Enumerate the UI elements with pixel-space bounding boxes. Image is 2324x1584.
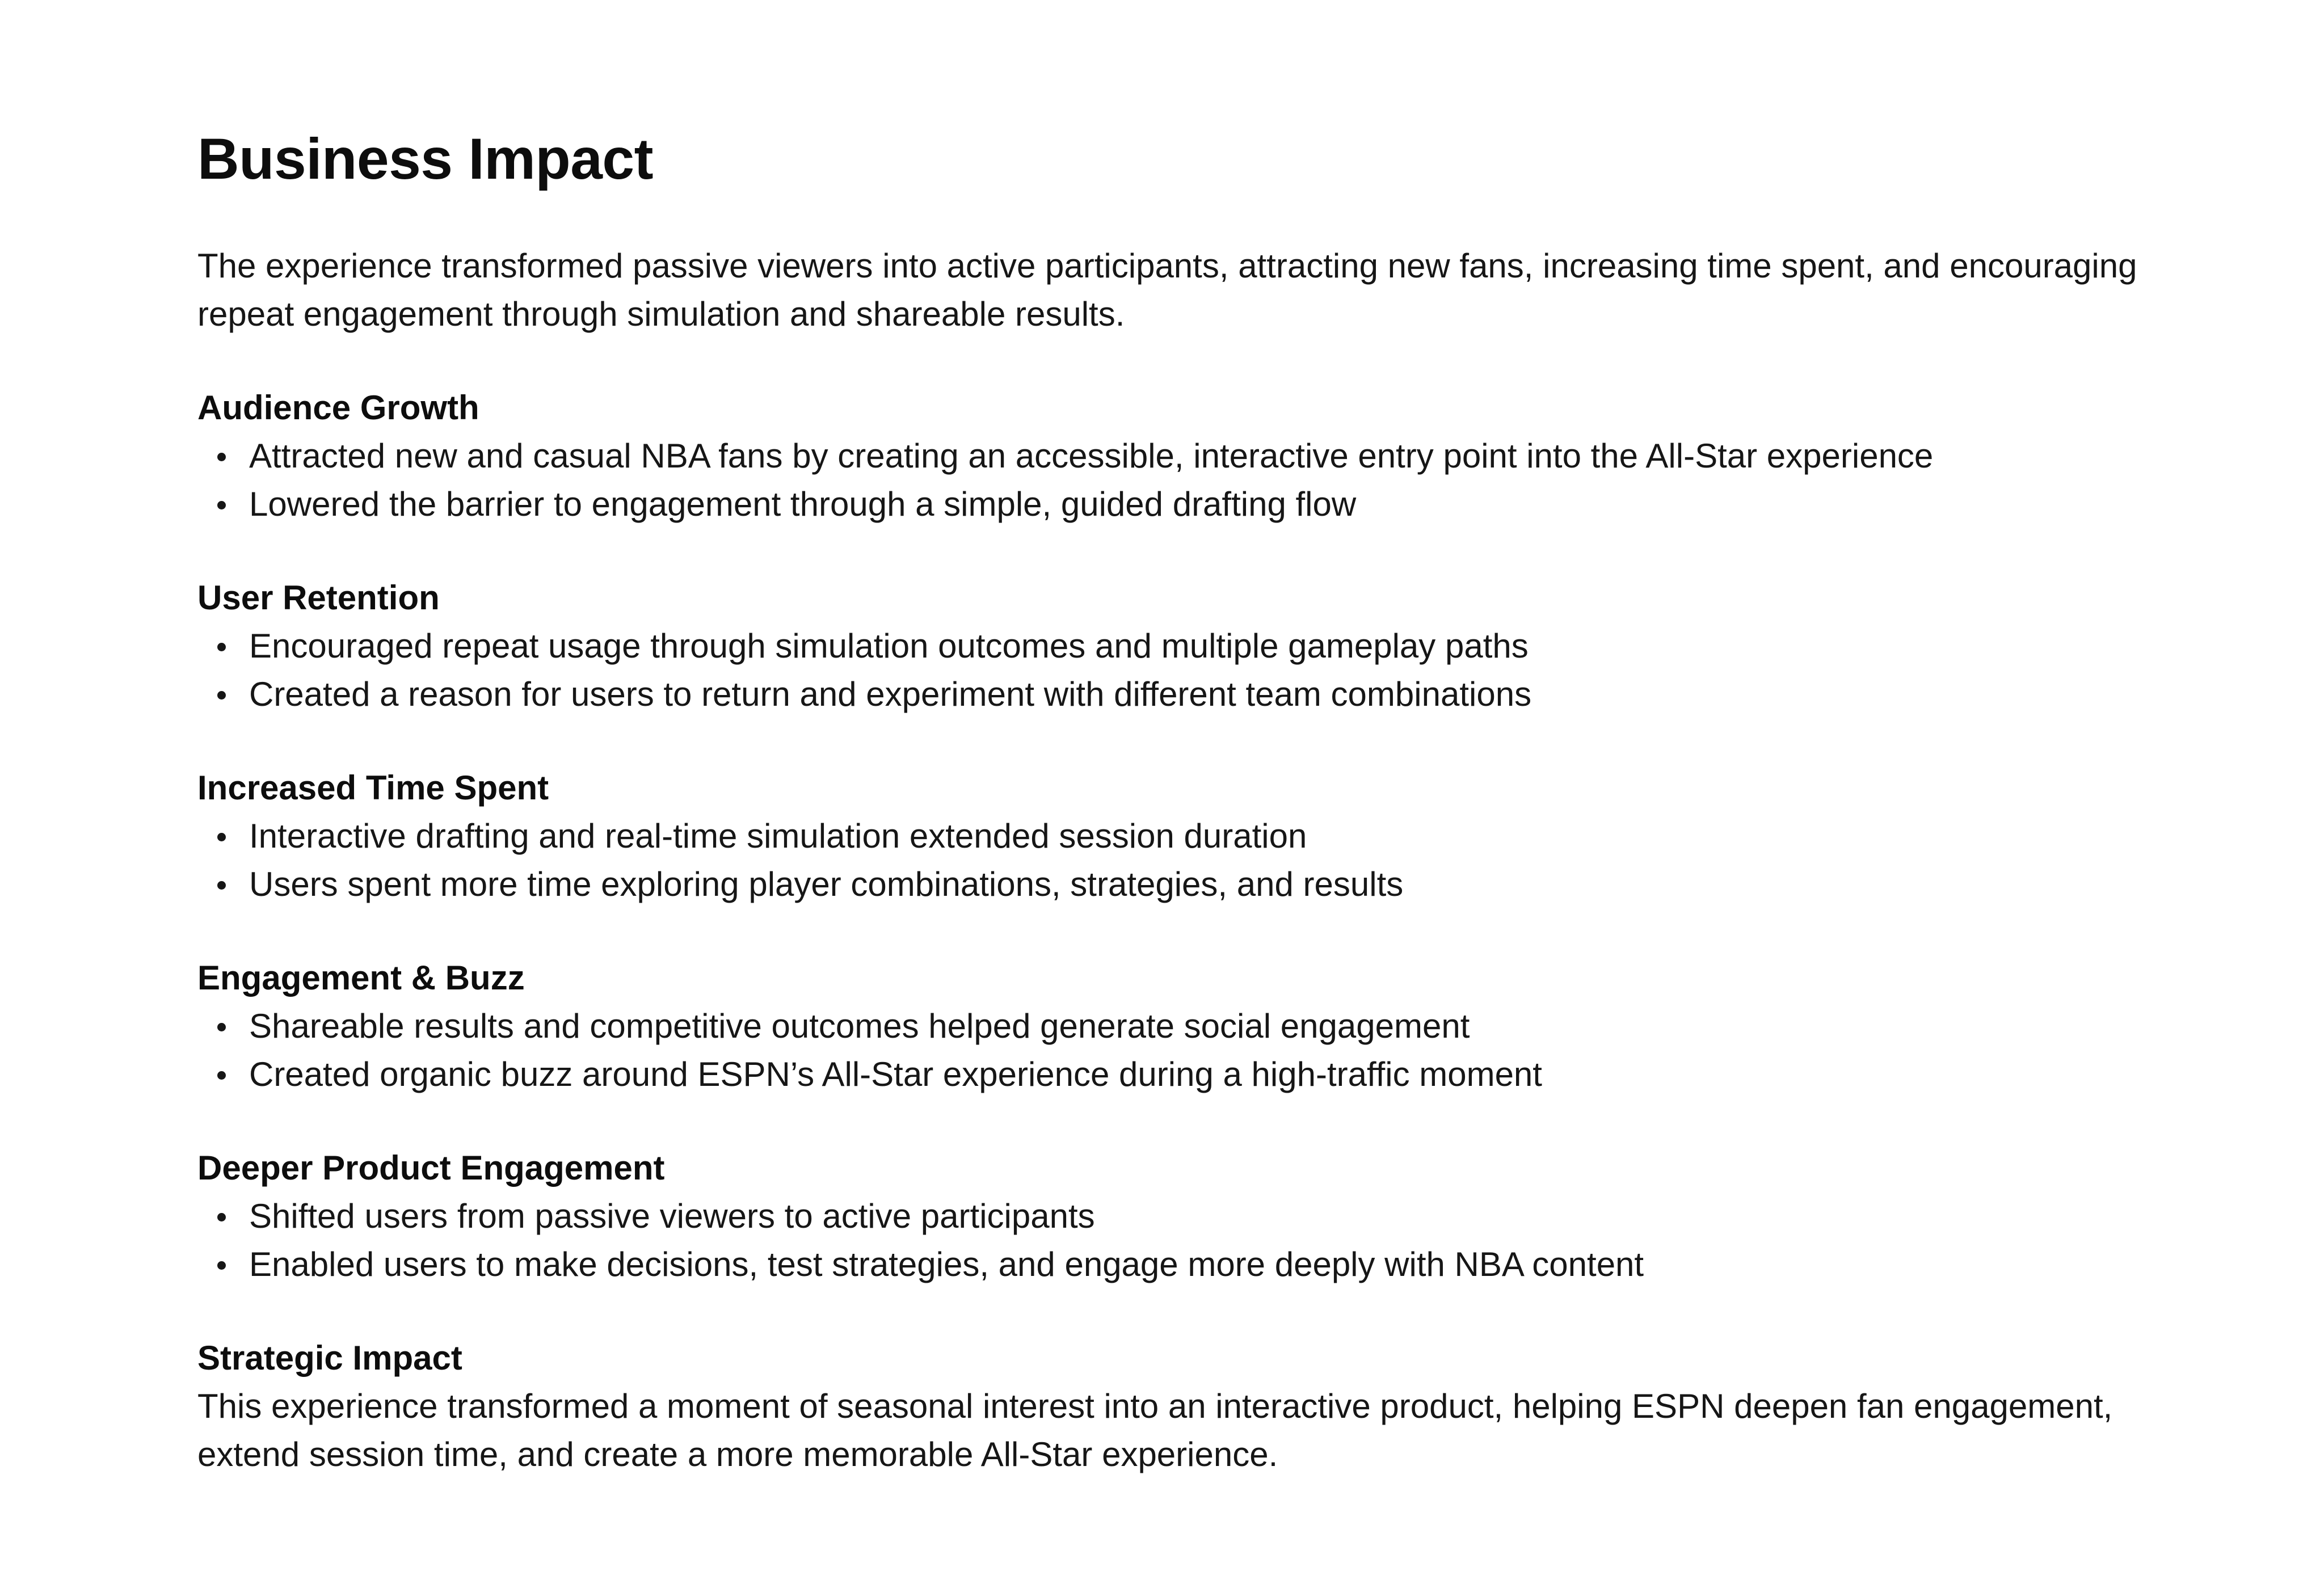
bullet-list <box>197 432 2149 528</box>
bullet-list <box>197 812 2149 908</box>
strategic-paragraph: This experience transformed a moment of seasonal interest into an interactive product, helping ESPN deepen fan engagement, extend session time, and create a more memorable All-Star experience. <box>197 1387 2113 1473</box>
bullet-text: Created a reason for users to return and experiment with different team combinations <box>249 675 1532 713</box>
bullet-text: Enabled users to make decisions, test strategies, and engage more deeply with NBA content <box>249 1245 1644 1283</box>
bullet-icon <box>217 1071 226 1080</box>
section-heading: Audience Growth <box>197 389 479 427</box>
bullet-item <box>197 1240 2149 1288</box>
bullet-item <box>197 1002 2149 1050</box>
bullet-icon <box>217 1213 226 1221</box>
page-title: Business Impact <box>197 127 654 191</box>
bullet-icon <box>217 501 226 509</box>
section-user-retention <box>197 574 2149 718</box>
bullet-icon <box>217 1023 226 1031</box>
bullet-text: Users spent more time exploring player combinations, strategies, and results <box>249 865 1404 903</box>
bullet-item <box>197 432 2149 480</box>
section-engagement-buzz <box>197 954 2149 1098</box>
bullet-icon <box>217 1261 226 1270</box>
section-strategic-impact <box>197 1334 2149 1478</box>
bullet-item <box>197 670 2149 718</box>
bullet-item <box>197 1192 2149 1240</box>
bullet-text: Lowered the barrier to engagement through a simple, guided drafting flow <box>249 485 1357 523</box>
bullet-item <box>197 812 2149 860</box>
bullet-item <box>197 480 2149 528</box>
bullet-item <box>197 1050 2149 1098</box>
document-body <box>197 126 2149 1478</box>
bullet-text: Encouraged repeat usage through simulation outcomes and multiple gameplay paths <box>249 627 1529 665</box>
bullet-list <box>197 622 2149 718</box>
bullet-item <box>197 860 2149 908</box>
bullet-list <box>197 1002 2149 1098</box>
bullet-text: Interactive drafting and real-time simulation extended session duration <box>249 817 1307 855</box>
section-heading: Engagement & Buzz <box>197 959 525 997</box>
section-heading: Deeper Product Engagement <box>197 1149 665 1187</box>
intro-paragraph: The experience transformed passive viewers into active participants, attracting new fans, increasing time spent, and encouraging repeat engagement through simulation and shareable results. <box>197 247 2137 333</box>
bullet-icon <box>217 691 226 700</box>
section-heading: User Retention <box>197 579 440 617</box>
bullet-icon <box>217 643 226 651</box>
bullet-text: Shifted users from passive viewers to active participants <box>249 1197 1095 1235</box>
section-deeper-product-engagement <box>197 1144 2149 1288</box>
bullet-icon <box>217 881 226 890</box>
bullet-icon <box>217 453 226 461</box>
section-heading: Strategic Impact <box>197 1339 462 1377</box>
section-audience-growth <box>197 384 2149 528</box>
bullet-item <box>197 622 2149 670</box>
bullet-text: Shareable results and competitive outcomes helped generate social engagement <box>249 1007 1470 1045</box>
bullet-icon <box>217 833 226 841</box>
bullet-text: Attracted new and casual NBA fans by creating an accessible, interactive entry point into the All-Star experience <box>249 437 1934 475</box>
bullet-text: Created organic buzz around ESPN’s All-Star experience during a high-traffic moment <box>249 1055 1542 1093</box>
bullet-list <box>197 1192 2149 1288</box>
section-increased-time-spent <box>197 764 2149 908</box>
section-heading: Increased Time Spent <box>197 769 549 807</box>
